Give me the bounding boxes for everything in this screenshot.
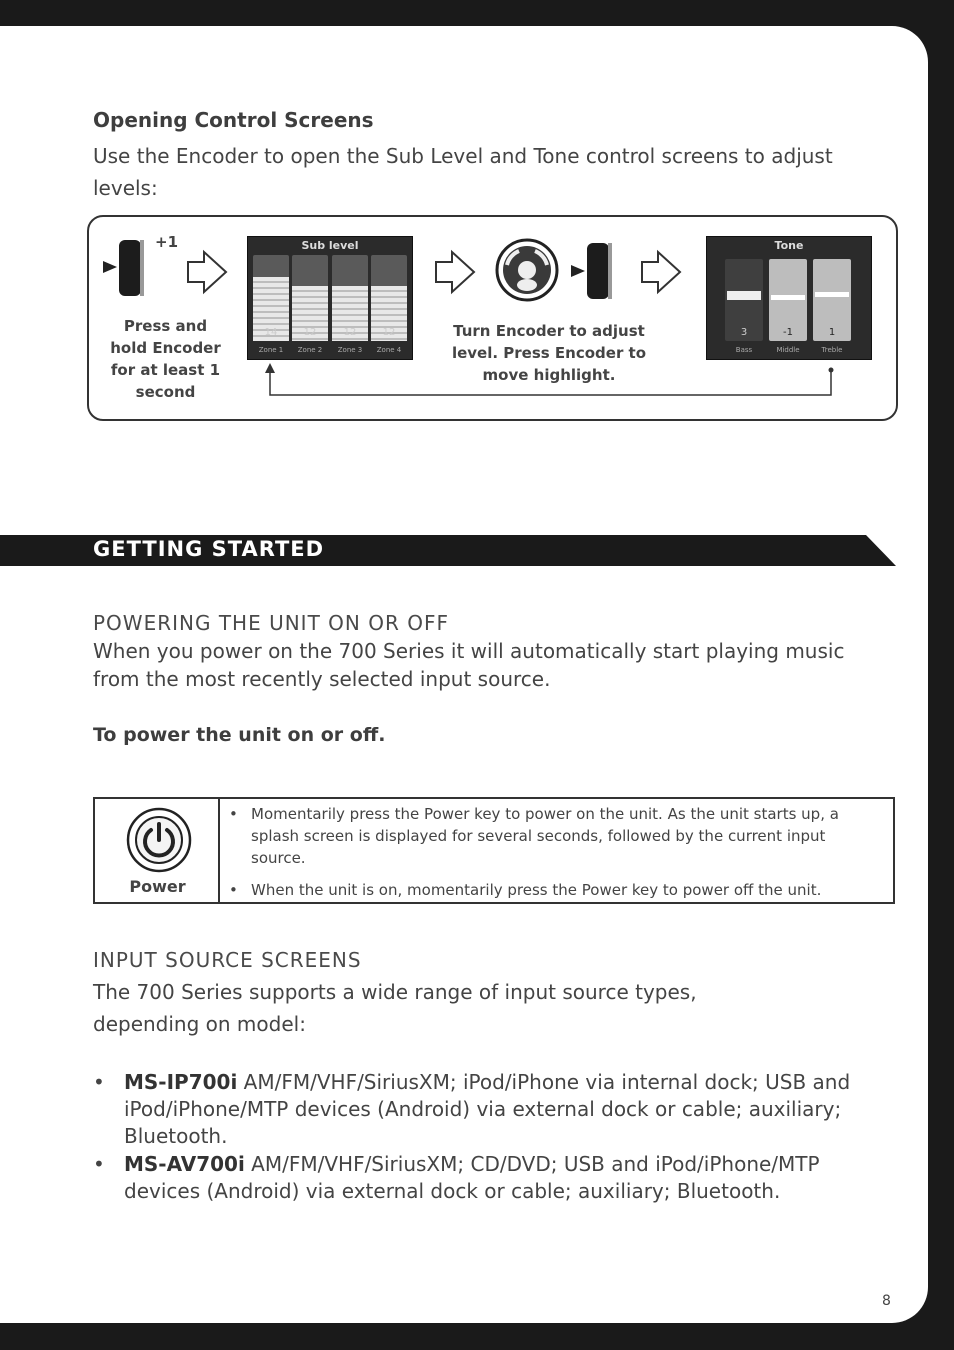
tone-value: -1 (783, 327, 793, 338)
power-button-icon (125, 806, 193, 874)
section-heading: Opening Control Screens (93, 108, 374, 132)
sub-level-value: 12 (382, 327, 396, 338)
sub-level-value: 12 (343, 327, 357, 338)
model-desc: AM/FM/VHF/SiriusXM; iPod/iPhone via internal dock; USB and iPod/iPhone/MTP devices (Android) via external dock or cable; auxiliary; Bluetooth. (124, 1070, 851, 1148)
sub-level-title: Sub level (301, 239, 359, 252)
pointer-arrow-icon (103, 261, 117, 273)
band-label: Bass (735, 346, 753, 354)
encoder-knob-icon (587, 243, 609, 299)
pointer-arrow-icon (571, 265, 585, 277)
band-label: Treble (821, 346, 843, 354)
arrow-right-icon (188, 252, 226, 292)
turn-encoder-caption: Turn Encoder to adjust level. Press Encoder to move highlight. (451, 322, 647, 384)
power-bullet: Momentarily press the Power key to power on the unit. As the unit starts up, a splash screen is displayed for several seconds, followed by the current input source. (251, 805, 839, 867)
press-hold-caption: Press and hold Encoder for at least 1 second (110, 317, 221, 401)
model-item (124, 1069, 889, 1150)
bullet-dot: • (229, 881, 238, 899)
tone-value: 3 (740, 327, 748, 338)
bullet-dot: • (93, 1070, 105, 1094)
model-item (124, 1151, 889, 1205)
sub-level-value: 12 (303, 327, 317, 338)
bullet-dot: • (93, 1152, 105, 1176)
zone-label: Zone 3 (337, 346, 363, 354)
model-desc: AM/FM/VHF/SiriusXM; CD/DVD; USB and iPod/iPhone/MTP devices (Android) via external dock or cable; auxiliary; Bluetooth. (124, 1152, 820, 1203)
tone-title: Tone (774, 239, 804, 252)
powering-heading: POWERING THE UNIT ON OR OFF (93, 611, 449, 635)
arrow-right-icon (436, 252, 474, 292)
banner-title: GETTING STARTED (93, 537, 325, 561)
bullet-dot: • (229, 805, 238, 823)
powering-text: When you power on the 700 Series it will automatically start playing music from the most recently selected input source. (93, 639, 845, 691)
model-name: MS-IP700i (124, 1070, 238, 1094)
zone-label: Zone 2 (297, 346, 323, 354)
encoder-rotate-icon (497, 240, 557, 300)
power-table (93, 797, 895, 904)
page-number: 8 (882, 1293, 891, 1309)
input-text-1: The 700 Series supports a wide range of input source types, (93, 980, 697, 1004)
power-label: Power (129, 877, 186, 896)
encoder-knob-icon (119, 240, 141, 296)
intro-text: Use the Encoder to open the Sub Level and Tone control screens to adjust levels: (93, 144, 833, 200)
input-text-2: depending on model: (93, 1012, 306, 1036)
sub-level-value: 14 (264, 327, 278, 338)
arrow-right-icon (642, 252, 680, 292)
arrow-up-icon (265, 363, 275, 373)
to-power-heading: To power the unit on or off. (93, 724, 386, 746)
encoder-diagram (87, 215, 898, 421)
tone-value: 1 (828, 327, 836, 338)
tone-screen (706, 236, 872, 360)
power-icon-cell (95, 799, 220, 902)
power-bullet: When the unit is on, momentarily press the Power key to power off the unit. (251, 881, 822, 899)
sub-level-screen (247, 236, 413, 360)
plus-one-label: +1 (155, 233, 179, 251)
input-heading: INPUT SOURCE SCREENS (93, 948, 362, 972)
zone-label: Zone 1 (258, 346, 284, 354)
model-name: MS-AV700i (124, 1152, 245, 1176)
zone-label: Zone 4 (376, 346, 402, 354)
band-label: Middle (776, 346, 800, 354)
